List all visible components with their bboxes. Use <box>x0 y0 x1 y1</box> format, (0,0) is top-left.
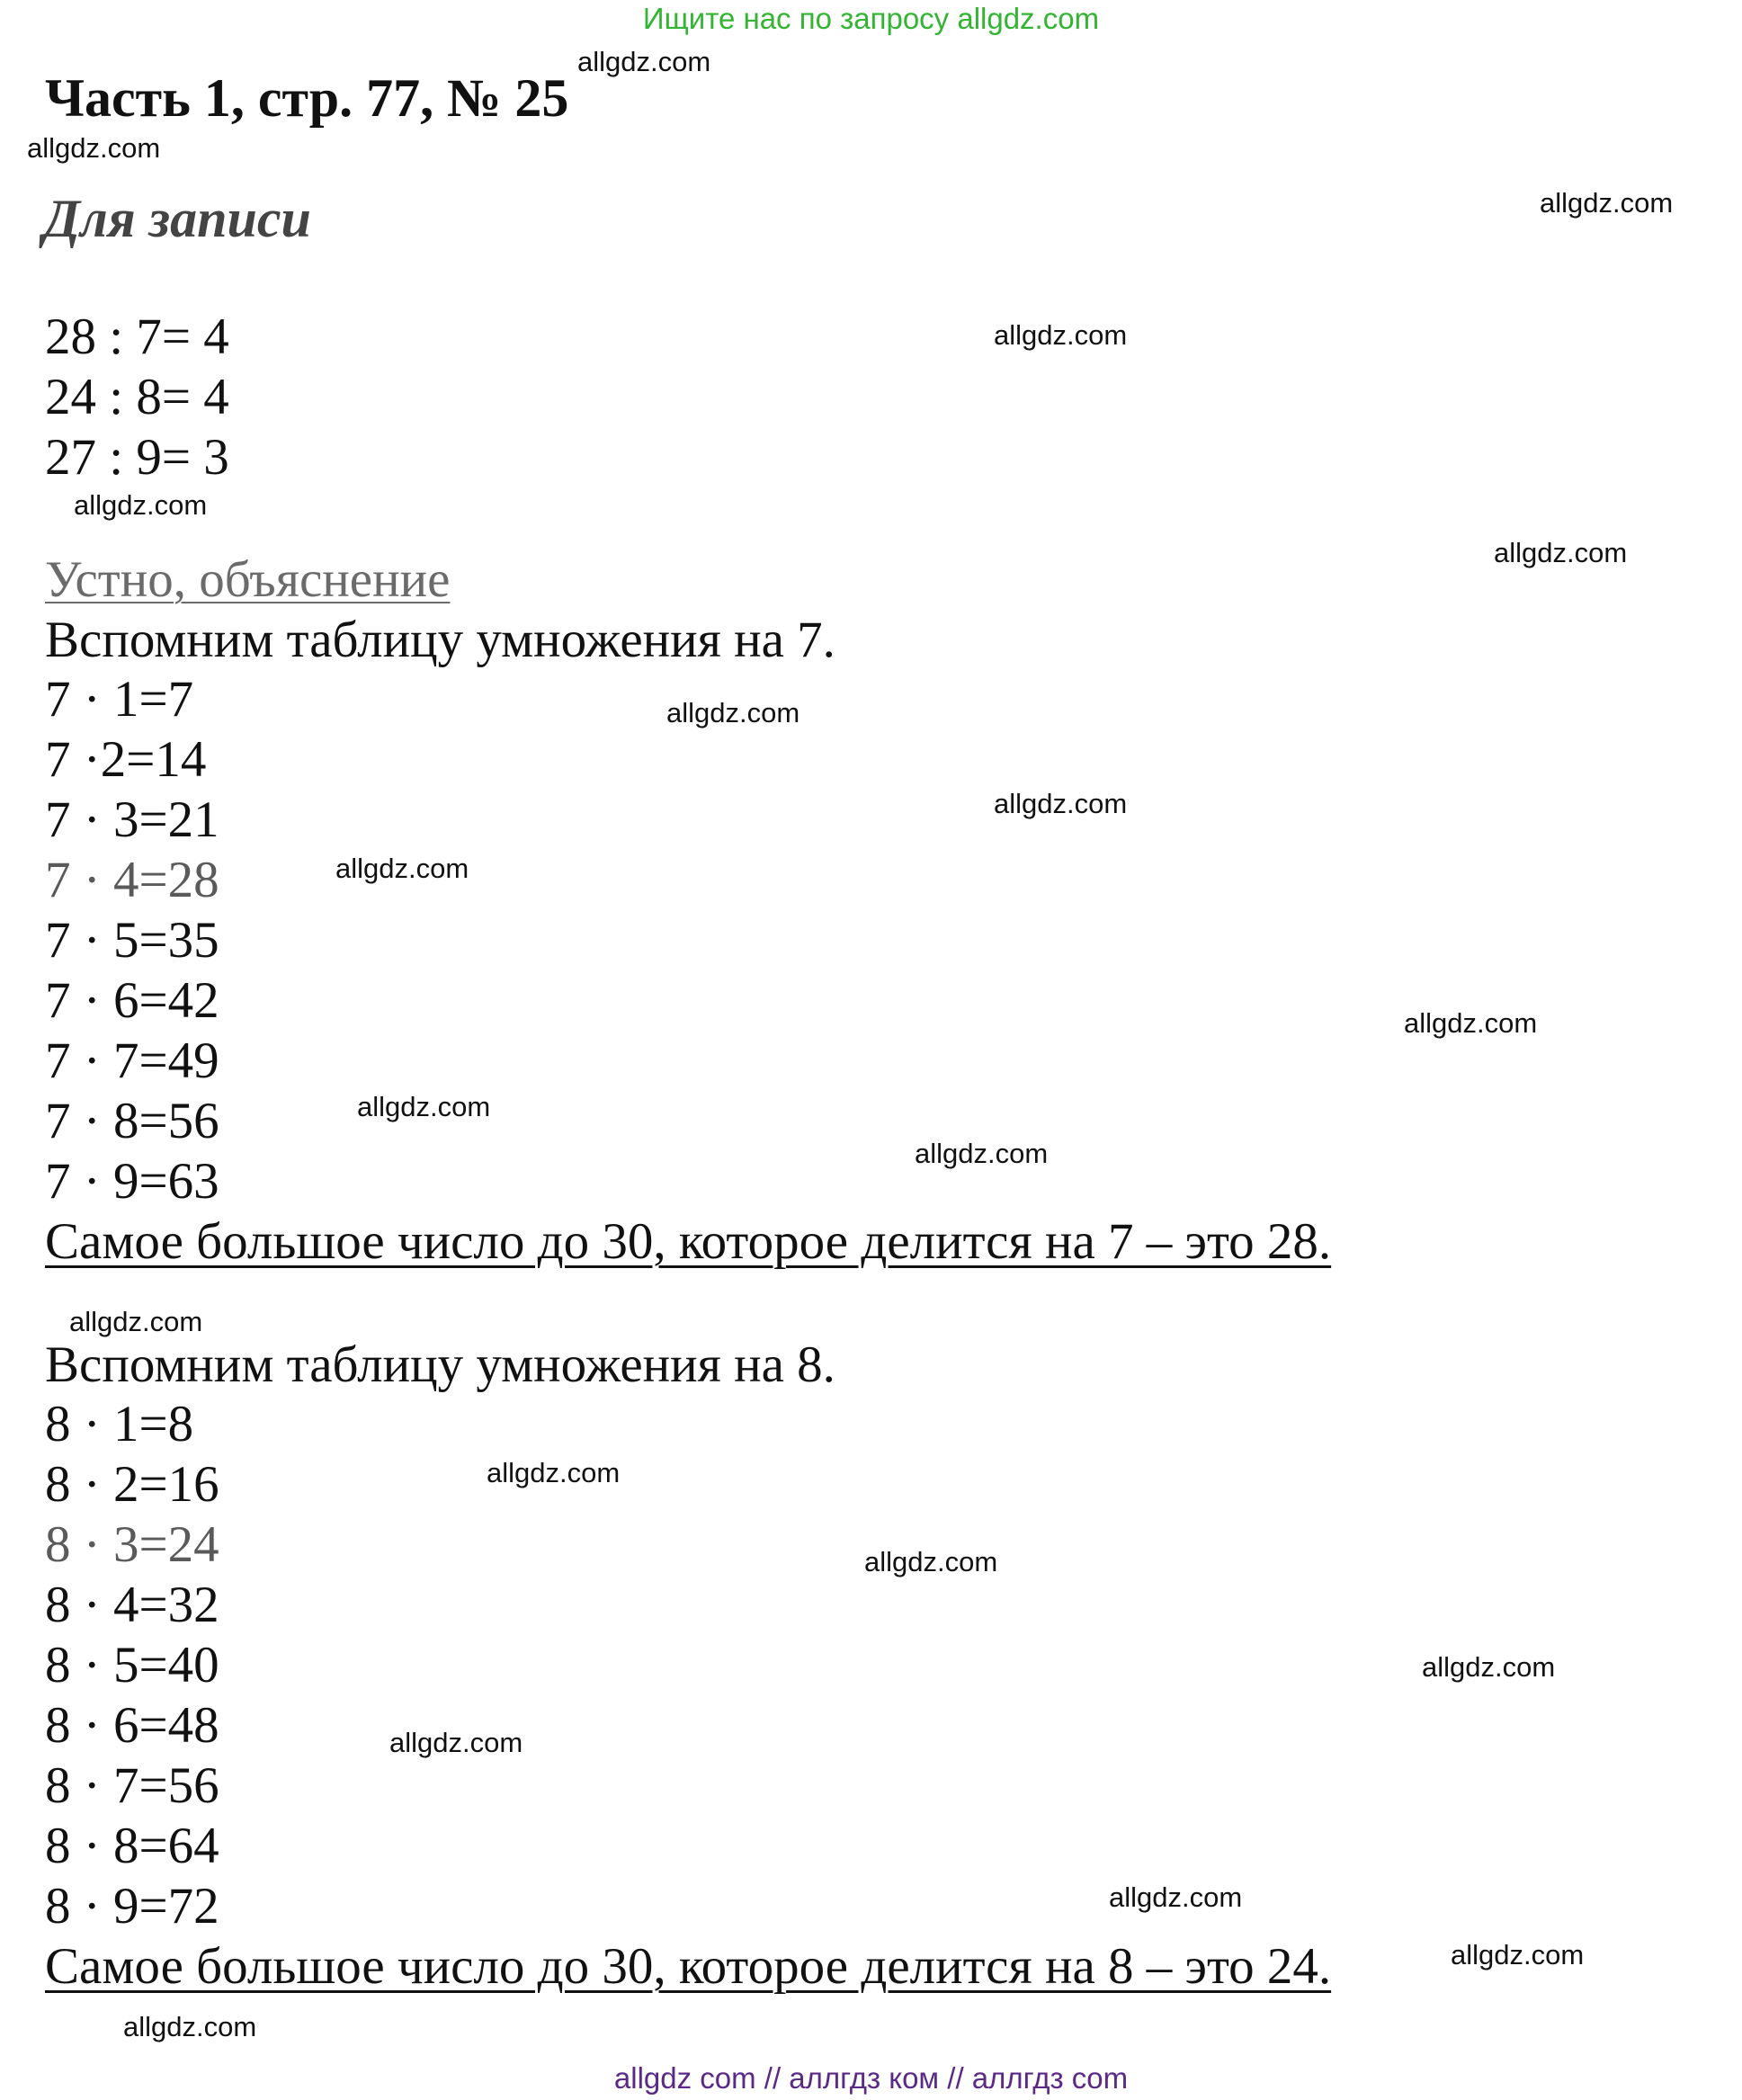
table8-row: 8 · 1=8 <box>45 1396 194 1452</box>
watermark: allgdz.com <box>1404 1007 1538 1039</box>
table8-row: 8 · 6=48 <box>45 1697 219 1754</box>
table7-row: 7 · 4=28 <box>45 852 219 908</box>
section-heading-oral: Устно, объяснение <box>45 551 451 608</box>
section-heading-record: Для записи <box>43 189 311 248</box>
watermark: allgdz.com <box>1540 187 1674 219</box>
table7-row: 7 · 8=56 <box>45 1093 219 1149</box>
table8-row: 8 · 3=24 <box>45 1516 219 1573</box>
record-equation: 27 : 9= 3 <box>45 429 229 486</box>
watermark: allgdz.com <box>123 2011 257 2042</box>
watermark: allgdz.com <box>1109 1881 1243 1913</box>
table7-row: 7 · 1=7 <box>45 671 194 728</box>
watermark: allgdz.com <box>27 132 161 164</box>
page-title: Часть 1, стр. 77, № 25 <box>45 68 569 128</box>
bottom-banner: allgdz com // аллгдз ком // аллгдз com <box>613 2061 1129 2095</box>
table7-row: 7 · 7=49 <box>45 1032 219 1089</box>
watermark: allgdz.com <box>577 46 711 77</box>
table8-row: 8 · 5=40 <box>45 1637 219 1693</box>
record-equation: 28 : 7= 4 <box>45 308 229 365</box>
table8-conclusion: Самое большое число до 30, которое делится на 8 – это 24. <box>45 1938 1332 1995</box>
record-equation: 24 : 8= 4 <box>45 369 229 425</box>
watermark: allgdz.com <box>487 1457 621 1488</box>
watermark: allgdz.com <box>994 319 1128 351</box>
table8-row: 8 · 2=16 <box>45 1456 219 1513</box>
table8-intro: Вспомним таблицу умножения на 8. <box>45 1336 835 1393</box>
table7-row: 7 · 5=35 <box>45 912 219 969</box>
watermark: allgdz.com <box>1494 537 1628 568</box>
table7-row: 7 · 6=42 <box>45 972 219 1029</box>
table8-row: 8 · 9=72 <box>45 1878 219 1935</box>
table7-row: 7 ·2=14 <box>45 731 207 788</box>
top-banner: Ищите нас по запросу allgdz.com <box>642 2 1100 35</box>
table8-row: 8 · 8=64 <box>45 1818 219 1874</box>
watermark: allgdz.com <box>666 697 800 728</box>
table7-intro: Вспомним таблицу умножения на 7. <box>45 612 835 668</box>
watermark: allgdz.com <box>994 788 1128 819</box>
table7-row: 7 · 3=21 <box>45 791 219 848</box>
watermark: allgdz.com <box>1451 1939 1585 1970</box>
watermark: allgdz.com <box>69 1306 203 1337</box>
watermark: allgdz.com <box>74 489 208 521</box>
watermark: allgdz.com <box>1422 1651 1556 1683</box>
table8-row: 8 · 4=32 <box>45 1577 219 1633</box>
watermark: allgdz.com <box>389 1727 523 1758</box>
table7-row: 7 · 9=63 <box>45 1153 219 1210</box>
watermark: allgdz.com <box>864 1546 998 1577</box>
watermark: allgdz.com <box>335 853 469 884</box>
watermark: allgdz.com <box>357 1091 491 1122</box>
table7-conclusion: Самое большое число до 30, которое делится на 7 – это 28. <box>45 1213 1332 1270</box>
table8-row: 8 · 7=56 <box>45 1757 219 1814</box>
watermark: allgdz.com <box>915 1138 1049 1169</box>
